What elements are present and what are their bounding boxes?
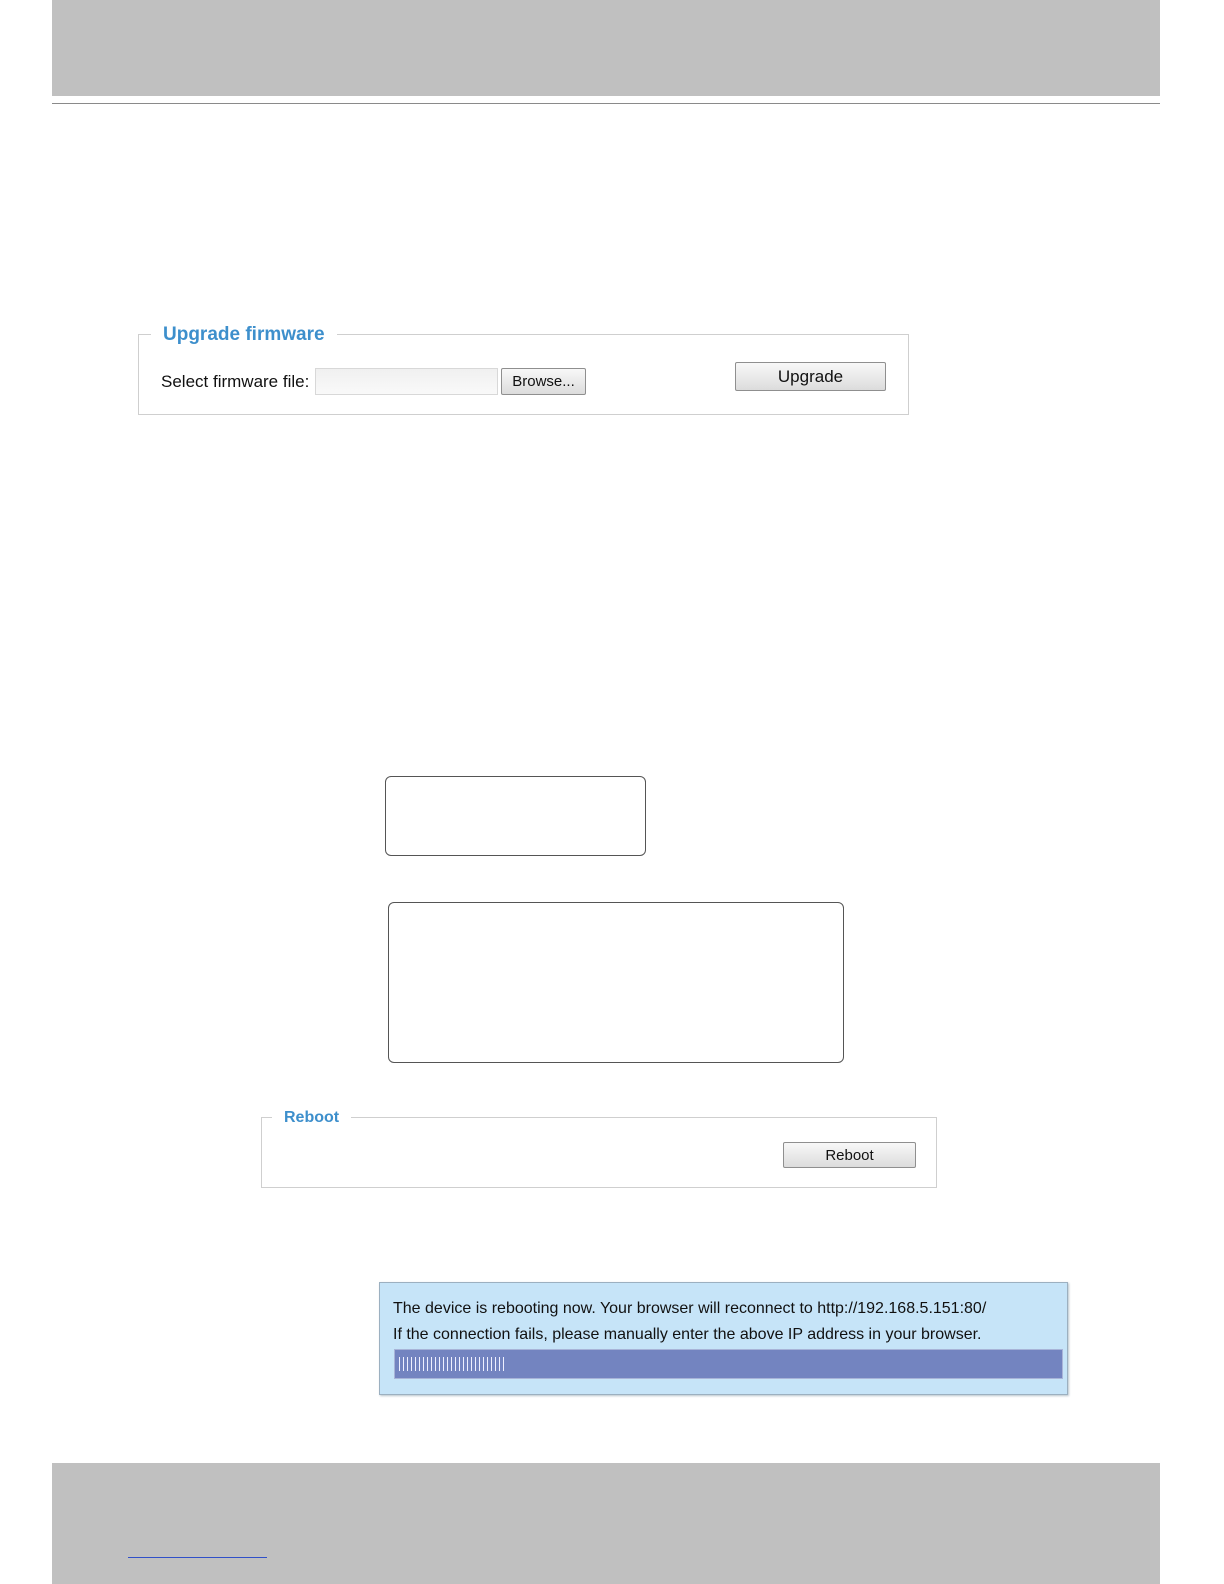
callout-box-large — [388, 902, 844, 1063]
reboot-panel — [261, 1109, 937, 1188]
page-footer-band — [52, 1463, 1160, 1584]
reboot-progress-bar — [394, 1349, 1063, 1379]
reboot-legend: Reboot — [272, 1110, 351, 1126]
upgrade-firmware-panel — [138, 324, 909, 415]
footer-link-underline — [128, 1557, 267, 1558]
browse-button[interactable]: Browse... — [501, 368, 586, 395]
page-header-band — [52, 0, 1160, 96]
status-message-line: The device is rebooting now. Your browser will reconnect to http://192.168.5.151:80/ — [393, 1300, 987, 1317]
callout-box-small — [385, 776, 646, 856]
firmware-file-input[interactable] — [315, 368, 498, 395]
reboot-progress-fill — [399, 1357, 504, 1371]
status-message-line: If the connection fails, please manually enter the above IP address in your browser. — [393, 1326, 982, 1343]
upgrade-firmware-legend: Upgrade firmware — [151, 325, 337, 344]
reboot-status-message — [379, 1282, 1068, 1395]
header-divider — [52, 103, 1160, 104]
select-firmware-label: Select firmware file: — [161, 372, 310, 391]
reboot-button[interactable]: Reboot — [783, 1142, 916, 1168]
upgrade-button[interactable]: Upgrade — [735, 362, 886, 391]
